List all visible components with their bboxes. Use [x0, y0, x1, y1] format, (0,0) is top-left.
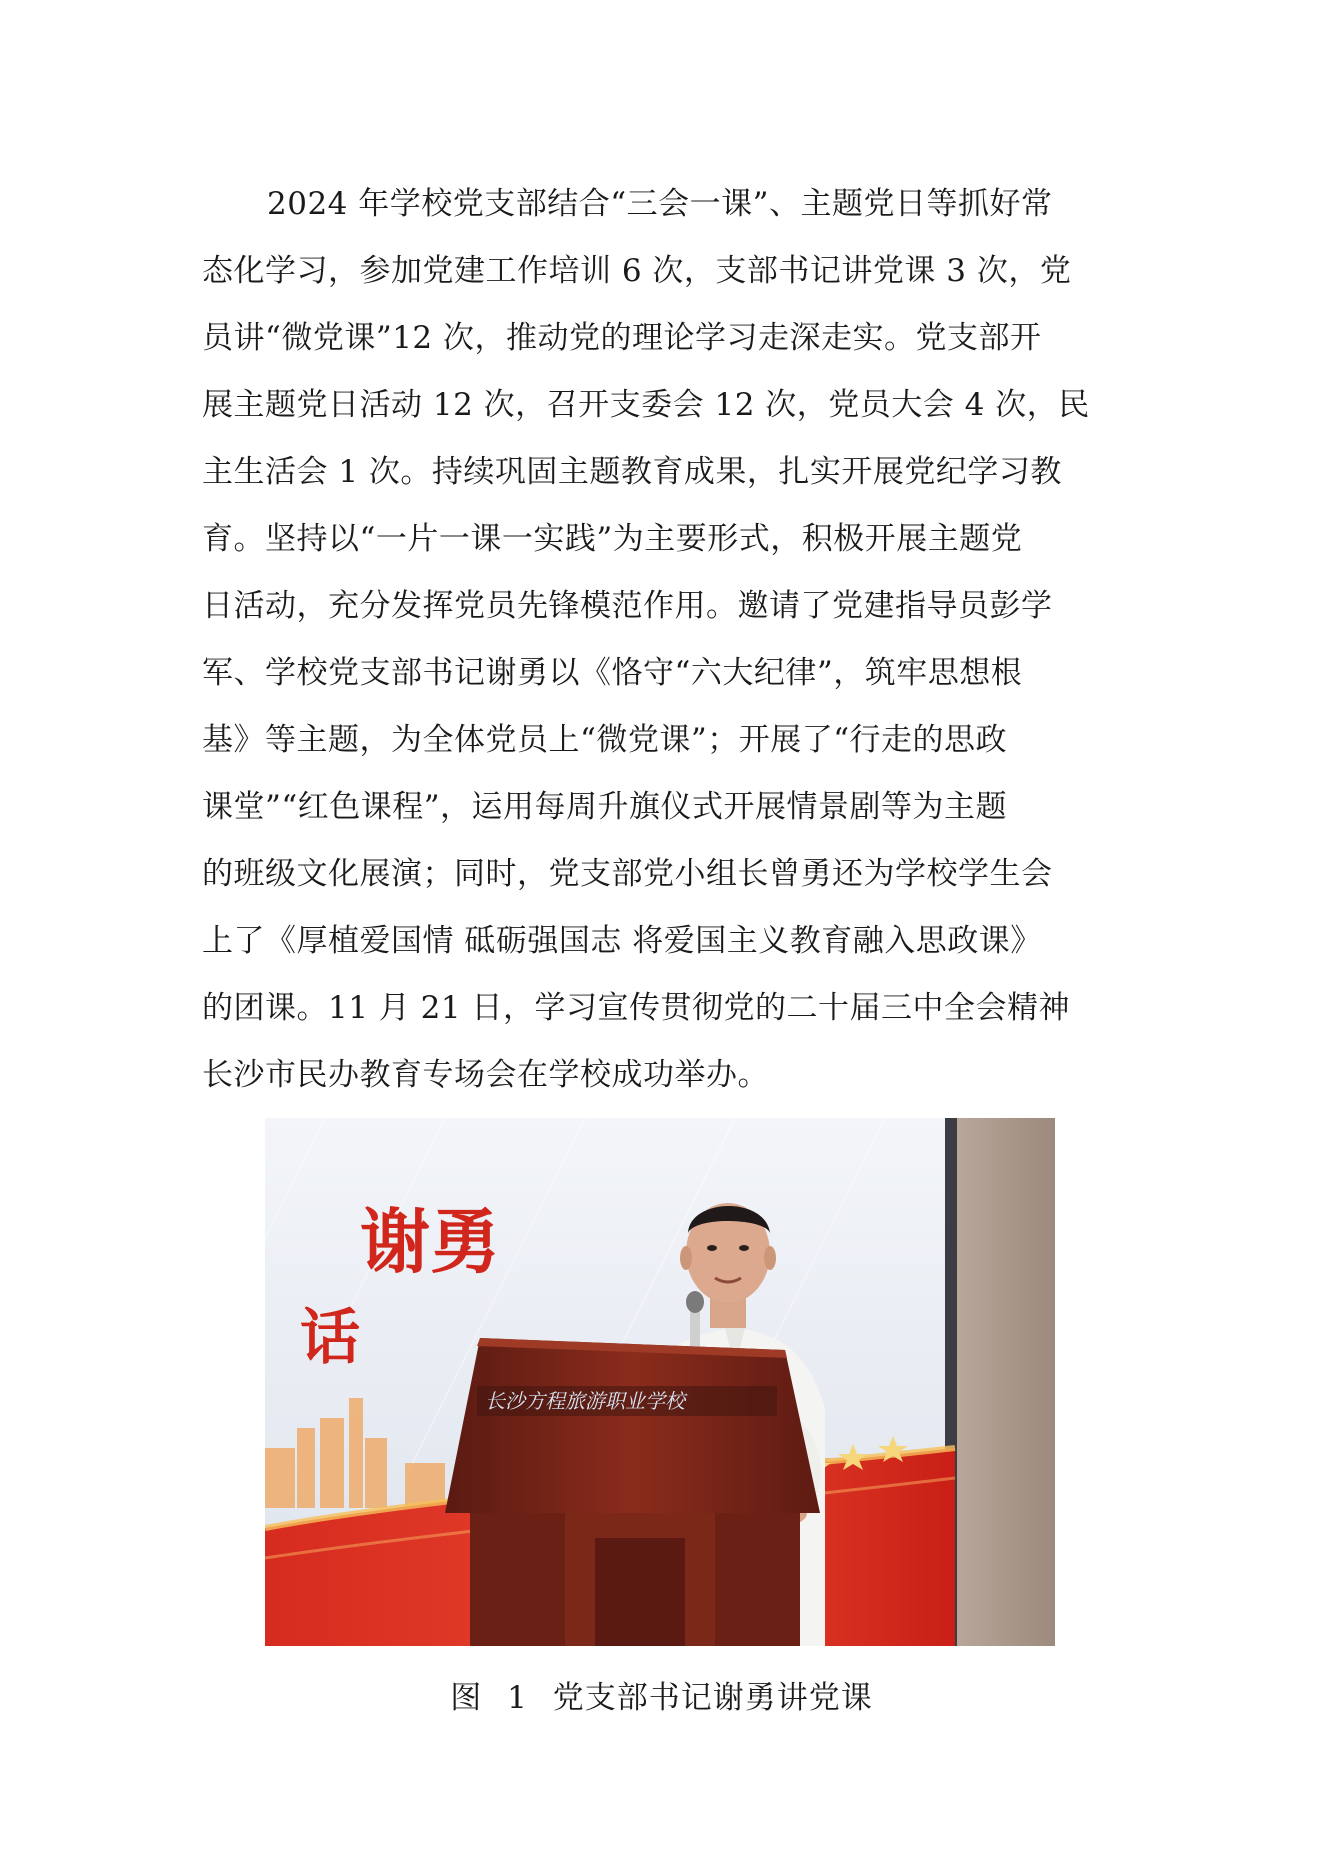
caption-number: 1 [507, 1680, 528, 1716]
paragraph-line: 基》等主题，为全体党员上“微党课”；开展了“行走的思政 [202, 722, 1008, 758]
paragraph-line: 课堂”“红色课程”，运用每周升旗仪式开展情景剧等为主题 [202, 789, 1008, 825]
paragraph-line: 日活动，充分发挥党员先锋模范作用。邀请了党建指导员彭学 [202, 588, 1053, 624]
banner-title-text: 话 [300, 1303, 360, 1373]
caption-prefix: 图 [450, 1680, 483, 1716]
banner-name-text: 谢勇 [360, 1200, 500, 1283]
paragraph-line: 上了《厚植爱国情 砥砺强国志 将爱国主义教育融入思政课》 [202, 923, 1042, 959]
paragraph-line: 主生活会 1 次。持续巩固主题教育成果，扎实开展党纪学习教 [202, 454, 1062, 490]
body-paragraph [202, 178, 1122, 1116]
paragraph-line: 展主题党日活动 12 次，召开支委会 12 次，党员大会 4 次，民 [202, 387, 1090, 423]
paragraph-line: 长沙市民办教育专场会在学校成功举办。 [202, 1057, 769, 1093]
caption-text: 党支部书记谢勇讲党课 [552, 1680, 873, 1716]
figure-caption [0, 1672, 1323, 1717]
paragraph-line: 的班级文化展演；同时，党支部党小组长曾勇还为学校学生会 [202, 856, 1053, 892]
speaker-photo-illustration [265, 1118, 1055, 1646]
paragraph-line: 态化学习，参加党建工作培训 6 次，支部书记讲党课 3 次，党 [202, 253, 1072, 289]
paragraph-line: 军、学校党支部书记谢勇以《恪守“六大纪律”，筑牢思想根 [202, 655, 1023, 691]
paragraph-line: 2024 年学校党支部结合“三会一课”、主题党日等抓好常 [267, 186, 1053, 222]
podium-school-name: 长沙方程旅游职业学校 [485, 1389, 685, 1413]
speaker-photo [265, 1118, 1055, 1646]
paragraph-line: 的团课。11 月 21 日，学习宣传贯彻党的二十届三中全会精神 [202, 990, 1070, 1026]
paragraph-line: 育。坚持以“一片一课一实践”为主要形式，积极开展主题党 [202, 521, 1023, 557]
paragraph-line: 员讲“微党课”12 次，推动党的理论学习走深走实。党支部开 [202, 320, 1042, 356]
